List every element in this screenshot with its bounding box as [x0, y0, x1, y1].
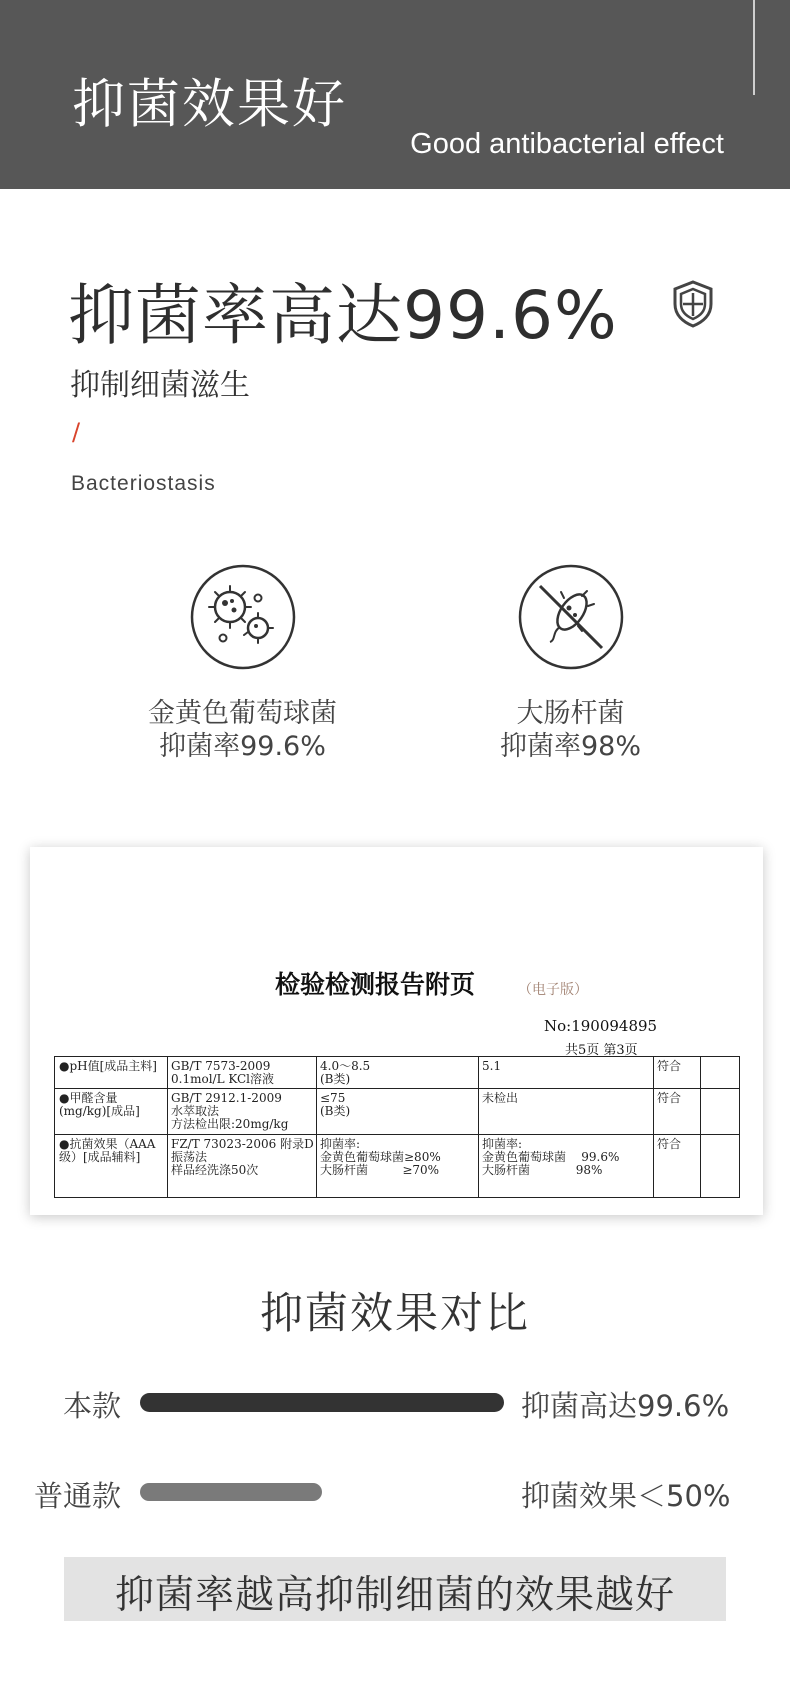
footer-banner — [64, 1557, 726, 1621]
report-pages: 共5页 第3页 — [565, 1043, 638, 1058]
table-cell: 符合 — [657, 1091, 682, 1105]
table-cell: 抑菌率: 金黄色葡萄球菌≥80% 大肠杆菌 ≥70% — [320, 1137, 441, 1177]
report-title: 检验检测报告附页 — [275, 970, 476, 999]
bacteria-name-staphylococcus: 金黄色葡萄球菌 — [148, 698, 337, 729]
staphylococcus-icon — [188, 562, 298, 672]
table-cell: 符合 — [657, 1137, 682, 1151]
table-cell: ●pH值[成品主料] — [59, 1059, 157, 1073]
table-cell: GB/T 2912.1-2009 水萃取法 方法检出限:20mg/kg — [171, 1091, 289, 1131]
table-cell: 抑菌率: 金黄色葡萄球菌 99.6% 大肠杆菌 98% — [482, 1137, 620, 1177]
bacteria-rate-staphylococcus: 抑菌率99.6% — [159, 731, 326, 762]
intro-divider: / — [72, 418, 81, 446]
table-cell: 5.1 — [482, 1059, 502, 1073]
header-banner — [0, 0, 790, 189]
test-report-image — [30, 847, 763, 1215]
report-table — [54, 1056, 740, 1198]
shield-icon — [672, 280, 714, 328]
table-cell: GB/T 7573-2009 0.1mol/L KCl溶液 — [171, 1059, 275, 1086]
bacteria-rate-ecoli: 抑菌率98% — [499, 731, 641, 762]
table-cell: 符合 — [657, 1059, 682, 1073]
comparison-label-this: 本款 — [62, 1389, 121, 1423]
report-number: No:190094895 — [544, 1017, 658, 1035]
intro-subtitle-cn: 抑制细菌滋生 — [70, 368, 250, 403]
report-tag: （电子版） — [518, 982, 588, 998]
comparison-label-ordinary: 普通款 — [33, 1479, 121, 1513]
intro-subtitle-en: Bacteriostasis — [71, 472, 216, 495]
table-cell: FZ/T 73023-2006 附录D 振荡法 样品经洗涤50次 — [171, 1137, 314, 1177]
comparison-title: 抑菌效果对比 — [260, 1289, 530, 1339]
comparison-value-this: 抑菌高达99.6% — [521, 1389, 730, 1423]
bacteria-name-ecoli: 大肠杆菌 — [516, 698, 625, 729]
comparison-bar-ordinary — [140, 1483, 322, 1501]
comparison-bar-this — [140, 1393, 504, 1412]
table-cell: ●甲醛含量 (mg/kg)[成品] — [59, 1091, 140, 1118]
footer-banner-text: 抑菌率越高抑制细菌的效果越好 — [114, 1573, 675, 1618]
table-cell: 4.0～8.5 (B类) — [320, 1059, 371, 1086]
header-subtitle: Good antibacterial effect — [410, 128, 724, 160]
header-divider-line — [753, 0, 755, 95]
no-ecoli-icon — [516, 562, 626, 672]
table-cell: ●抗菌效果（AAA 级）[成品辅料] — [59, 1137, 156, 1164]
table-cell: ≤75 (B类) — [320, 1091, 351, 1118]
comparison-value-ordinary: 抑菌效果＜50% — [521, 1479, 731, 1513]
headline-rate: 抑菌率高达99.6% — [68, 277, 618, 354]
table-cell: 未检出 — [482, 1091, 519, 1105]
header-title: 抑菌效果好 — [72, 74, 347, 135]
